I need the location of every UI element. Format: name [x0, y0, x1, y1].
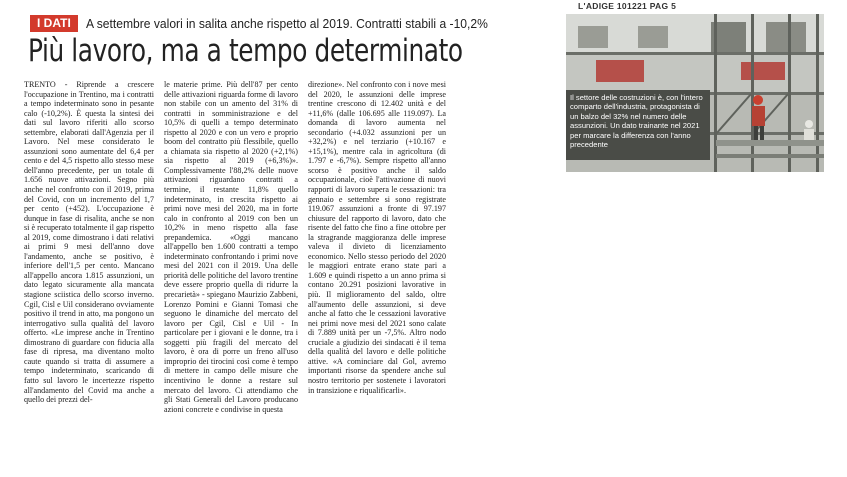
masthead-edition: L'ADIGE 101221 PAG 5	[578, 1, 677, 11]
kicker	[30, 14, 560, 32]
article-column-1	[24, 80, 154, 472]
photo-caption	[566, 90, 710, 160]
article-body	[24, 80, 450, 472]
headline: Più lavoro, ma a tempo determinato	[28, 33, 463, 69]
article-column-2-text: le materie prime. Più dell'87 per cento delle attivazioni riguarda forme di lavoro non stabile con un amento del 31% di contratti in somministrazione e del 10,5% di quelli a tempo determinato rispetto al 2020 e con un vero e proprio boom del contratto più flessibile, quello a chiamata sia rispetto al 2020 (+2,1%) sia rispetto al 2019 (+6,3%)». Complessivamente l'88,2% delle nuove attivazioni riguardano contratti a termine, il restante 11,8% quello indeterminato, in crescita rispetto ai primi nove mesi del 2020, ma in forte calo in confronto al 2019 con ben un 10,2% in meno rispetto alla fase prepandemica. «Oggi mancano all'appello ben 1.600 contratti a tempo indeterminato confrontando i primi nove mesi del 2021 con il 2019. Una delle priorità delle politiche del lavoro trentine deve essere proprio quella di ridurre la precarietà» - spiegano Maurizio Zabbeni, Lorenzo Pomini e Gianni Tomasi che seguono le dinamiche del mercato del lavoro per Cgil, Cisl e Uil - In particolare per i giovani e le donne, tra i soggetti più fragili del mercato del lavoro, è ora di porre un freno all'uso improprio dei tirocini così come è tempo di mettere in campo delle misure che incentivino le donne a restare sul mercato del lavoro. Ci attendiamo che gli Stati Generali del Lavoro producano azioni concrete e condivise in questa	[164, 80, 298, 414]
article-column-1-text: TRENTO - Riprende a crescere l'occupazione in Trentino, ma i contratti a tempo indeterminato sono in pesante calo (-10,2%). È questa la sintesi dei dati sul lavoro riferiti allo scorso settembre, elaborati dall'Agenzia per il Lavoro. Nel mese considerato le assunzioni sono aumentate del 6,4 per cento e del 4,5 rispetto allo stesso mese dell'anno precedente, per un totale di 1.656 nuove attivazioni. Segno più anche nel confronto con il 2019, prima del Covid, con un incremento del 1,7 per cento (+452). L'occupazione è dunque in fase di risalita, anche se non si è recuperato totalmente il gap rispetto al 2019, come dimostrano i dati relativi ai primi 9 mesi dell'anno dove l'andamento, anche se positivo, è inferiore dell'1,5 per cento. Mancano all'appello ancora 1.815 assunzioni, un dato legato sicuramente alla mancata stagione sciistica dello scorso inverno. Cgil, Cisl e Uil considerano ovviamente positivo il trend in atto, ma pongono un interrogativo sulla qualità del lavoro offerto. «Le imprese anche in Trentino dimostrano di guardare con fiducia alla fase di ripresa, ma diventano molto caute quando si tratta di assumere a tempo indeterminato, scaricando di fatto sul lavoro le incertezze rispetto all'andamento del Covid ma anche a quello dei prezzi del-	[24, 80, 154, 405]
article-column-3-text: direzione». Nel confronto con i nove mesi del 2020, le assunzioni delle imprese trentine crescono di 12.402 unità e del +11,6% (dalle 106.695 alle 119.097). La domanda di lavoro aumenta nel secondario (+4.032 assunzioni per un +32,2%) e nel terziario (+10.167 e +15,1%), mentre cala in agricoltura (di 1.797 e -6,7%). Sempre rispetto all'anno scorso è positivo anche il saldo occupazionale, cioè l'attivazione di nuovi rapporti di lavoro supera le cessazioni: tra gennaio e settembre si sono registrate 119.067 assunzioni a fronte di 97.197 chiusure del rapporto di lavoro, dato che risente del fatto che fino a fine ottobre per la stragrande maggioranza delle imprese valeva il divieto di licenziamento economico. Nello stesso periodo del 2020 le maggiori entrate erano state pari a 1.609 e quindi rispetto a un anno prima si contano 20.291 posizioni lavorative in più. Il miglioramento del saldo, oltre all'aumento delle assunzioni, si deve anche al fatto che le cessazioni lavorative nei primi nove mesi del 2021 sono calate di 7.889 unità per un -7,5%. Altro nodo cruciale a giudizio dei sindacati è il tema della qualità del lavoro e delle politiche attive. «A cominciare dal Gol, avremo importanti risorse da spendere anche sul nostro territorio per sostenete i lavoratori in transizione e riqualificarli».	[308, 80, 446, 395]
article-column-3	[308, 80, 446, 472]
caption-text: Il settore delle costruzioni è, con l'intero comparto dell'industria, protagonista di un balzo del 32% nel numero delle assunzioni. Un dato trainante nel 2021 per marcare la differenza con l'anno precedente	[570, 93, 703, 150]
article-column-2	[164, 80, 298, 472]
kicker-text: A settembre valori in salita anche rispetto al 2019. Contratti stabili a -10,2%	[85, 15, 488, 31]
kicker-tag: I DATI	[30, 15, 78, 32]
